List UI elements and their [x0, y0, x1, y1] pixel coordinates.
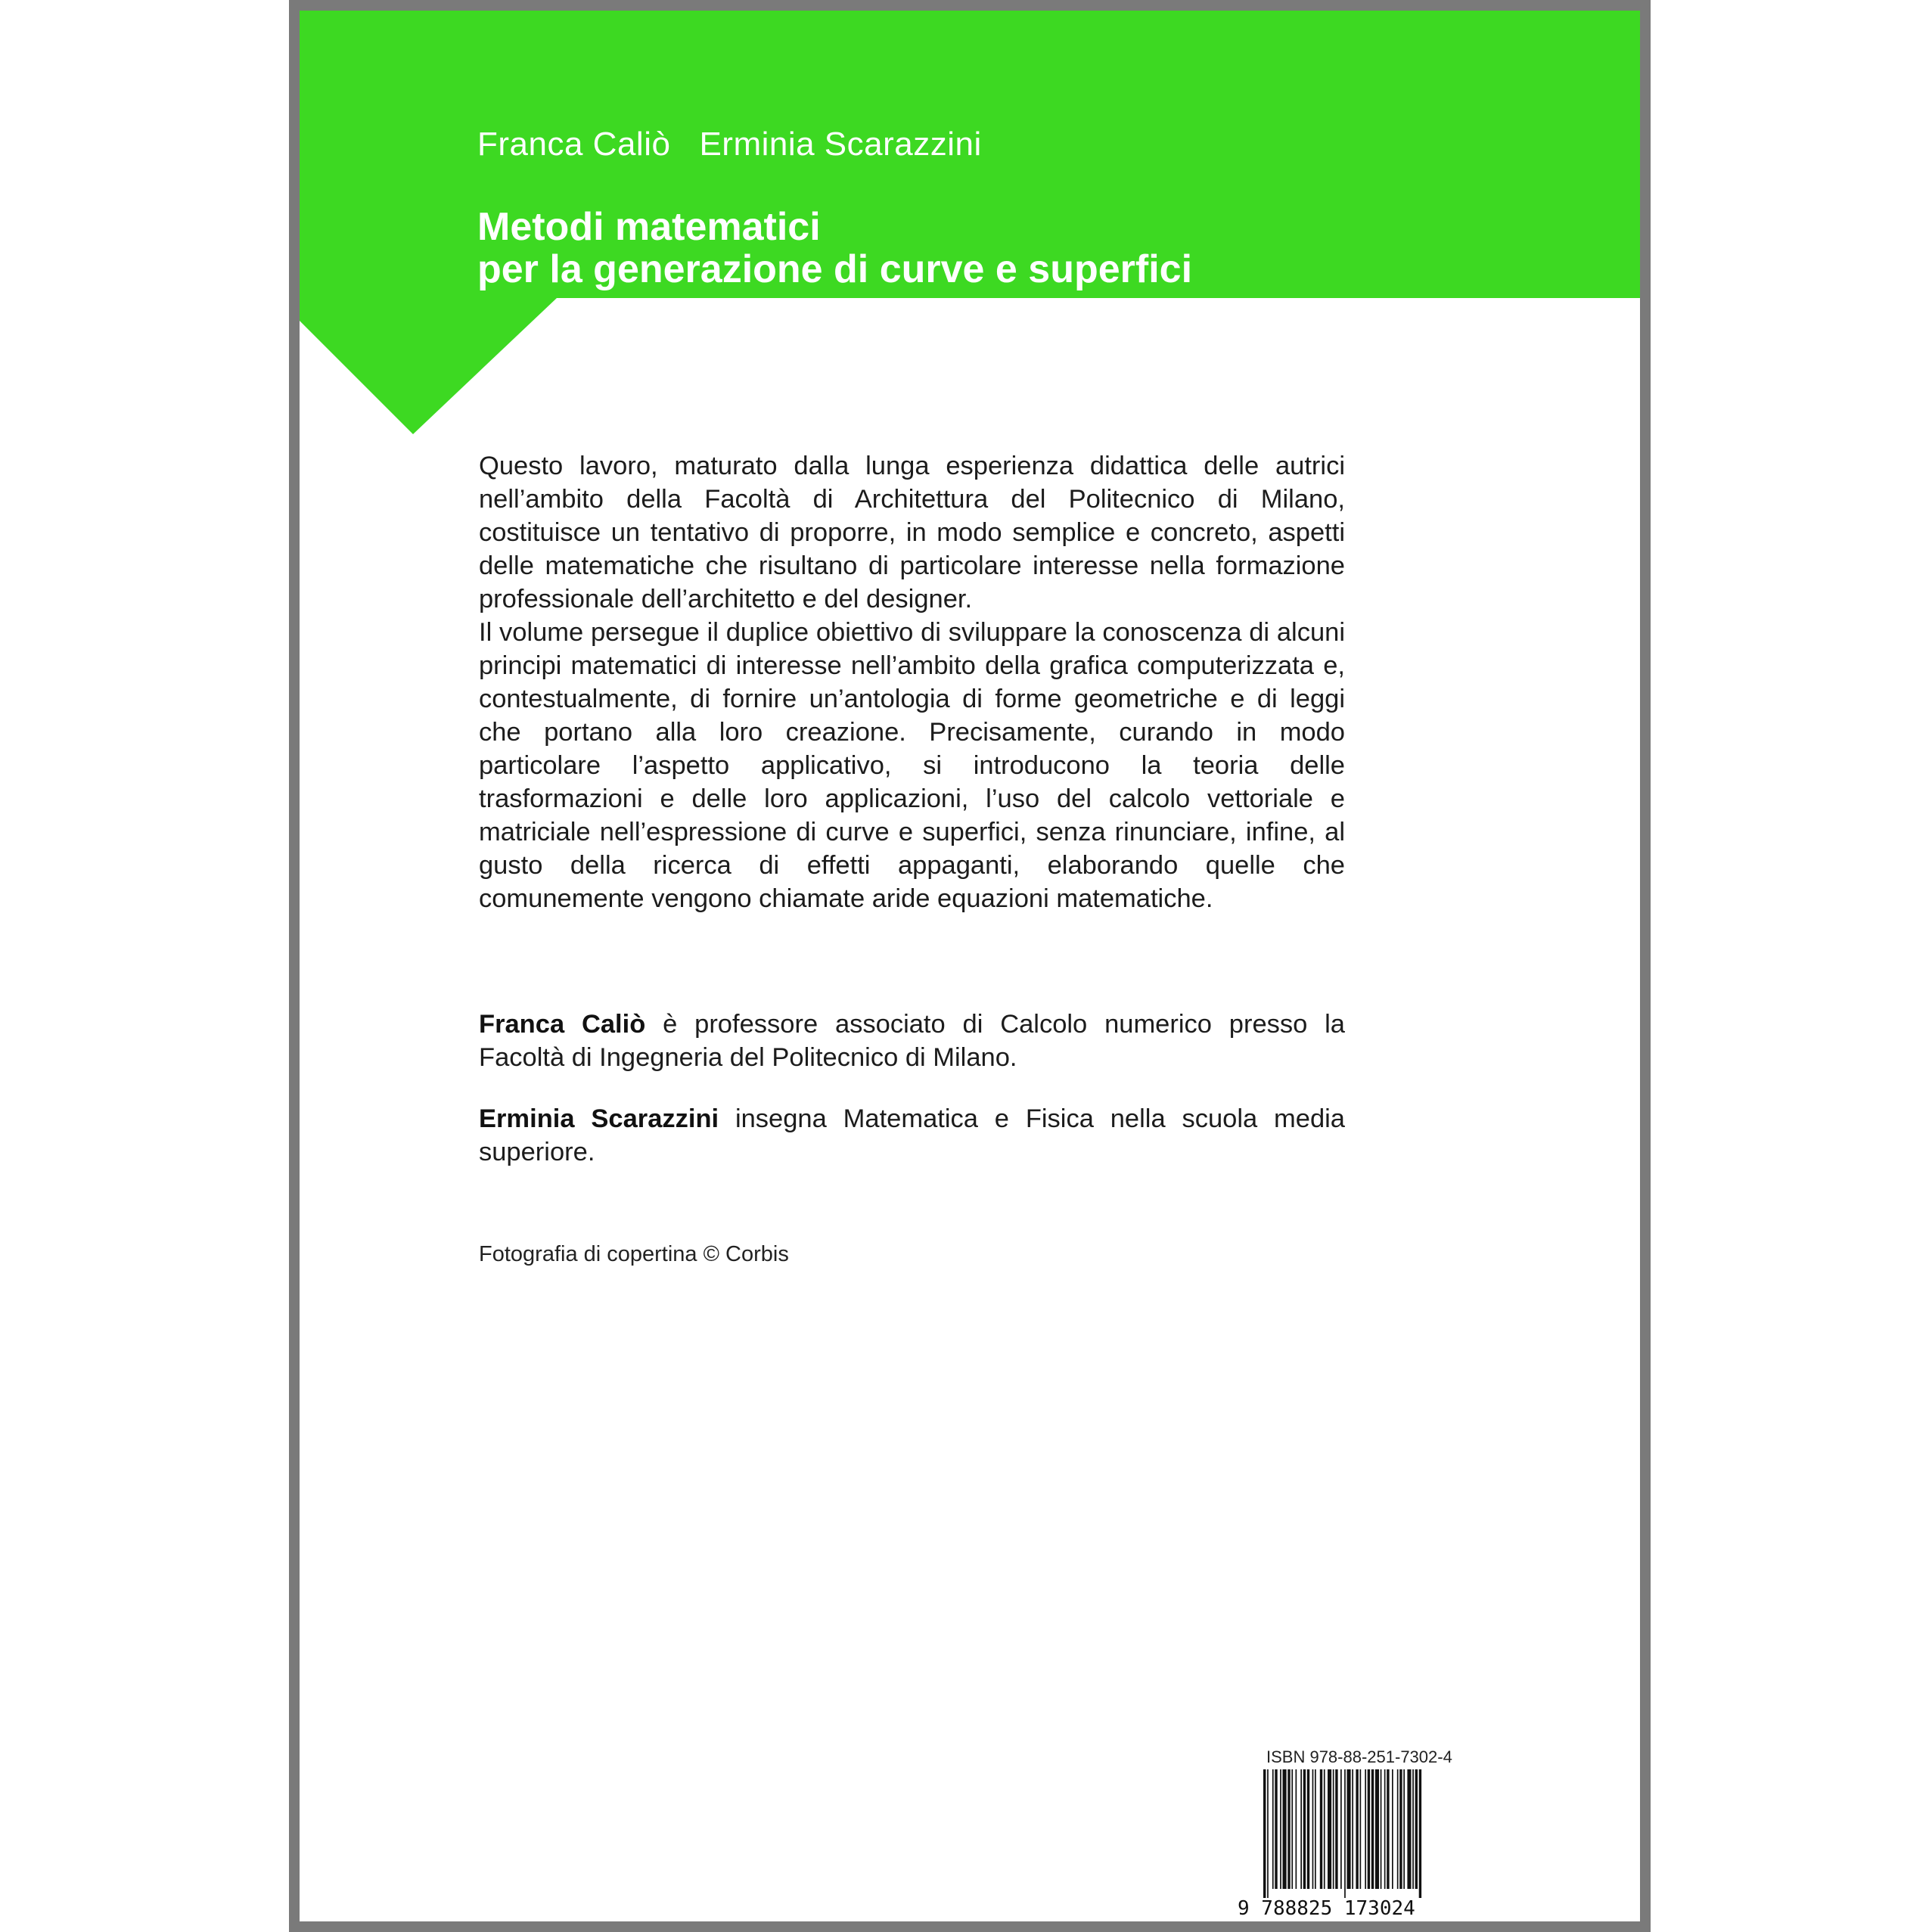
bio-author-name: Erminia Scarazzini — [479, 1104, 719, 1133]
barcode-bar — [1415, 1769, 1418, 1889]
barcode-bar — [1368, 1769, 1370, 1889]
bio-text: insegna Matematica e Fisica nella scuola media superiore. — [479, 1104, 1345, 1166]
author-name: Erminia Scarazzini — [699, 126, 982, 163]
book-back-cover — [289, 0, 1651, 1932]
author-name: Franca Caliò — [477, 126, 671, 163]
barcode-bar — [1272, 1769, 1274, 1889]
barcode-bar — [1303, 1769, 1306, 1889]
barcode-bar — [1352, 1769, 1353, 1889]
barcode-bar — [1320, 1769, 1322, 1889]
barcode-bar — [1315, 1769, 1316, 1889]
barcode-bar — [1419, 1769, 1421, 1898]
authors-line — [477, 126, 1011, 163]
photo-credit: Fotografia di copertina © Corbis — [479, 1242, 789, 1266]
barcode-bar — [1412, 1769, 1414, 1889]
barcode-number: 9 788825 173024 — [1238, 1897, 1415, 1920]
barcode-bar — [1356, 1769, 1358, 1889]
barcode-bar — [1365, 1769, 1366, 1889]
author-bio — [479, 1008, 1345, 1074]
barcode-bar — [1335, 1769, 1337, 1889]
isbn-label: ISBN 978-88-251-7302-4 — [1266, 1747, 1452, 1766]
barcode-bar — [1381, 1769, 1382, 1889]
barcode-bar — [1287, 1769, 1290, 1889]
barcode-bar — [1280, 1769, 1281, 1889]
title-line: per la generazione di curve e superfici — [477, 247, 1193, 291]
book-title — [477, 206, 1192, 290]
barcode-bar — [1328, 1769, 1331, 1889]
barcode-bar — [1392, 1769, 1393, 1889]
barcode-bar — [1407, 1769, 1411, 1889]
description-paragraph: Questo lavoro, maturato dalla lunga esperienza didattica delle autrici nell’ambito della Facoltà di Architettura del Politecnico di Milano, costituisce un tentativo di proporre, in modo semplice e concreto, aspetti delle matematiche che risultano di particolare interesse nella formazione professionale dell’architetto e del designer. — [479, 452, 1345, 613]
barcode-bar — [1333, 1769, 1334, 1889]
barcode-bar — [1399, 1769, 1402, 1889]
barcode-bar — [1267, 1769, 1269, 1898]
barcode-bar — [1403, 1769, 1405, 1889]
barcode-bar — [1307, 1769, 1309, 1889]
bio-text: è professore associato di Calcolo numerico presso la Facoltà di Ingegneria del Politecnico di Milano. — [479, 1010, 1345, 1072]
barcode-bar — [1360, 1769, 1362, 1889]
barcode-bar — [1312, 1769, 1314, 1889]
barcode-bar — [1397, 1769, 1399, 1889]
description-text — [479, 449, 1345, 915]
barcode-bar — [1291, 1769, 1293, 1889]
title-line: Metodi matematici — [477, 205, 821, 249]
barcode-bar — [1347, 1769, 1351, 1889]
barcode-bar — [1263, 1769, 1266, 1898]
bio-author-name: Franca Caliò — [479, 1010, 646, 1039]
barcode-bar — [1371, 1769, 1374, 1889]
barcode-graphic — [1262, 1769, 1474, 1898]
barcode-bar — [1340, 1769, 1342, 1889]
author-bio — [479, 1102, 1345, 1169]
barcode-bar — [1387, 1769, 1389, 1889]
barcode-bar — [1275, 1769, 1277, 1889]
green-triangle-pointer — [300, 298, 557, 434]
barcode-bar — [1283, 1769, 1287, 1889]
barcode-bar — [1375, 1769, 1379, 1889]
barcode-bar — [1324, 1769, 1325, 1889]
barcode-bar — [1344, 1769, 1346, 1898]
barcode-bar — [1296, 1769, 1297, 1889]
barcode-bar — [1300, 1769, 1302, 1889]
description-paragraph: Il volume persegue il duplice obiettivo di sviluppare la conoscenza di alcuni principi matematici di interesse nell’ambito della grafica computerizzata e, contestualmente, di fornire un’antologia di forme geometriche e di leggi che portano alla loro creazione. Precisamente, curando in modo particolare l’aspetto applicativo, si introducono la teoria delle trasformazioni e delle loro applicazioni, l’uso del calcolo vettoriale e matriciale nell’espressione di curve e superfici, senza rinunciare, infine, al gusto della ricerca di effetti appaganti, elaborando quelle che comunemente vengono chiamate aride equazioni matematiche. — [479, 618, 1345, 913]
barcode-bar — [1384, 1769, 1386, 1889]
